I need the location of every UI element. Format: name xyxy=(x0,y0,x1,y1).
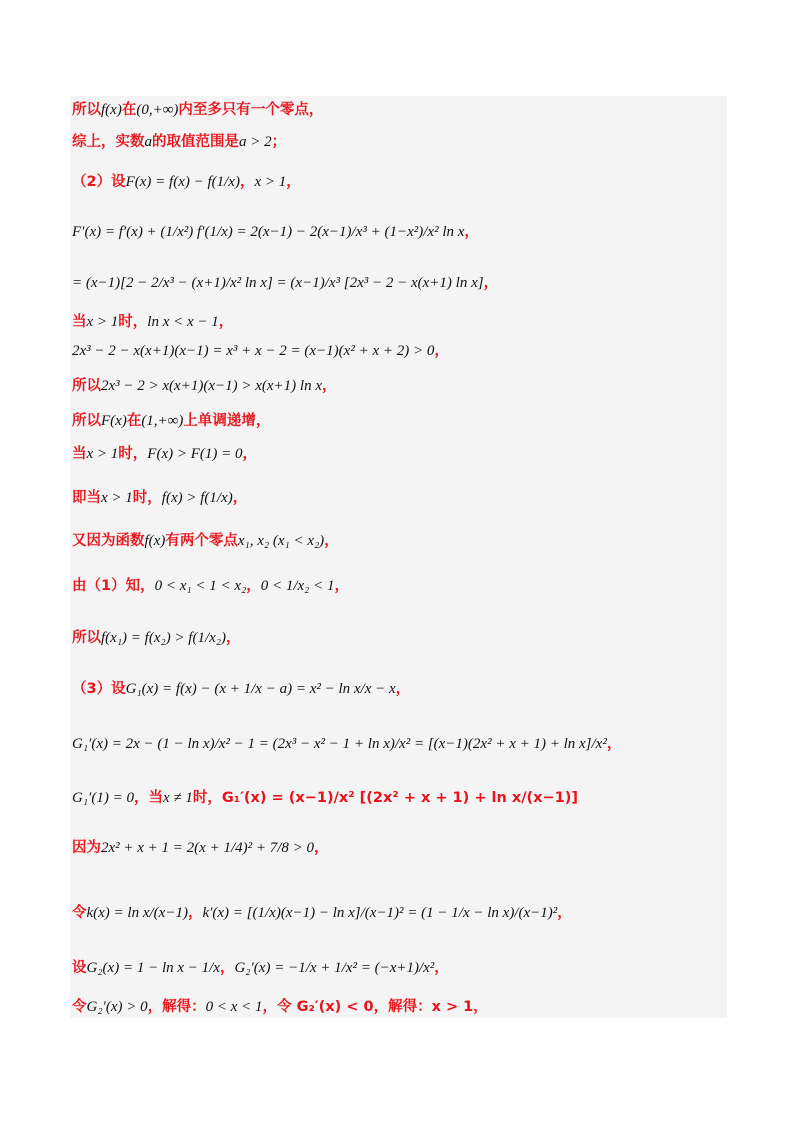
text: ， xyxy=(219,960,235,976)
line-6 xyxy=(72,312,233,332)
math: f(x) xyxy=(101,102,122,118)
math: 2x² + x + 1 = 2(x + 1/4)² + 7/8 > 0 xyxy=(101,840,315,856)
math: = (x−1)[2 − 2/x³ − (x+1)/x² ln x] = (x−1)/x³ [2x³ − 2 − x(x+1) ln x] xyxy=(72,275,484,291)
line-5 xyxy=(72,273,498,293)
text: ，当 xyxy=(133,790,163,806)
math: 0 < 1/x₂ < 1 xyxy=(260,578,335,594)
text: 设 xyxy=(72,960,87,976)
text: ； xyxy=(271,134,287,150)
text: ， xyxy=(434,960,449,976)
line-2 xyxy=(72,132,286,152)
text: ， xyxy=(606,736,622,752)
text: ， xyxy=(242,446,257,462)
line-9 xyxy=(72,411,270,431)
text: 令 xyxy=(72,999,87,1015)
text: 所以 xyxy=(72,102,101,118)
line-20 xyxy=(72,958,449,978)
line-17 xyxy=(72,788,578,808)
math: x₁, x₂ (x₁ < x₂) xyxy=(237,533,325,549)
text: ， xyxy=(434,343,449,359)
text: ， xyxy=(286,174,301,190)
math: 2x³ − 2 − x(x+1)(x−1) = x³ + x − 2 = (x−1)(x² + x + 2) > 0 xyxy=(72,343,435,359)
math: x ≠ 1 xyxy=(162,790,193,806)
line-14 xyxy=(72,628,241,648)
math: f(x₁) = f(x₂) > f(1/x₂) xyxy=(101,630,227,646)
math: 0 < x₁ < 1 < x₂ xyxy=(154,578,247,594)
math: G₁′(1) = 0 xyxy=(72,790,134,806)
math: f(x) xyxy=(144,533,166,549)
math: G₁(x) = f(x) − (x + 1/x − a) = x² − ln x/x − x xyxy=(125,681,396,697)
line-1 xyxy=(72,100,323,120)
text: 综上，实数 xyxy=(72,134,145,150)
math: a > 2 xyxy=(239,134,272,150)
line-13 xyxy=(72,576,349,596)
text: ， xyxy=(314,840,329,856)
text: 时， xyxy=(118,314,148,330)
line-21 xyxy=(72,997,488,1017)
math: G₂′(x) = −1/x + 1/x² = (−x+1)/x² xyxy=(234,960,435,976)
text: 所以 xyxy=(72,413,101,429)
text: 的取值范围是 xyxy=(152,134,239,150)
text: 当 xyxy=(72,446,87,462)
text: （3）设 xyxy=(72,681,126,697)
math: F(x) = f(x) − f(1/x) xyxy=(125,174,240,190)
text: ， xyxy=(246,578,261,594)
line-19 xyxy=(72,903,572,923)
math: k(x) = ln x/(x−1) xyxy=(86,905,188,921)
math: F(x) > F(1) = 0 xyxy=(147,446,243,462)
math: 0 < x < 1 xyxy=(205,999,263,1015)
text: （2）设 xyxy=(72,174,126,190)
text: 又因为函数 xyxy=(72,533,145,549)
math: (1,+∞) xyxy=(141,413,184,429)
math: F′(x) = f′(x) + (1/x²) f′(1/x) = 2(x−1) − 2(x−1)/x³ + (1−x²)/x² ln x xyxy=(72,224,465,240)
text: 即当 xyxy=(72,490,101,506)
text: ， xyxy=(557,905,572,921)
math: F(x) xyxy=(101,413,127,429)
text: ， xyxy=(334,578,350,594)
math: f(x) > f(1/x) xyxy=(161,490,233,506)
math: x > 1 xyxy=(254,174,287,190)
math: a xyxy=(144,134,152,150)
text: 上单调递增， xyxy=(183,413,271,429)
math: x > 1 xyxy=(86,314,119,330)
text: 所以 xyxy=(72,630,101,646)
math: x > 1 xyxy=(101,490,133,506)
math: 2x³ − 2 > x(x+1)(x−1) > x(x+1) ln x xyxy=(101,378,322,394)
math: k′(x) = [(1/x)(x−1) − ln x]/(x−1)² = (1 − 1/x − ln x)/(x−1)² xyxy=(202,905,558,921)
text: ， xyxy=(226,630,241,646)
text: 由（1）知， xyxy=(72,578,155,594)
text: ， xyxy=(483,275,499,291)
text: 在 xyxy=(126,413,142,429)
text: ， xyxy=(187,905,203,921)
text: 内至多只有一个零点， xyxy=(178,102,324,118)
text: 令 xyxy=(72,905,87,921)
line-16 xyxy=(72,734,621,754)
math: x > 1 xyxy=(86,446,119,462)
line-12 xyxy=(72,531,339,551)
line-7 xyxy=(72,341,449,361)
text: 时， xyxy=(132,490,162,506)
text: 时，G₁′(x) = (x−1)/x² [(2x² + x + 1) + ln x/(x−1)] xyxy=(192,790,578,806)
text: ， xyxy=(324,533,339,549)
line-11 xyxy=(72,488,247,508)
text: ， xyxy=(464,224,479,240)
text: 有两个零点 xyxy=(165,533,238,549)
text: ，令 G₂′(x) < 0，解得：x > 1， xyxy=(262,999,488,1015)
line-18 xyxy=(72,838,329,858)
text: 所以 xyxy=(72,378,101,394)
math: G₁′(x) = 2x − (1 − ln x)/x² − 1 = (2x³ − x² − 1 + ln x)/x² = [(x−1)(2x² + x + 1) + ln x]/x² xyxy=(72,736,607,752)
math: (0,+∞) xyxy=(136,102,179,118)
math: G₂(x) = 1 − ln x − 1/x xyxy=(86,960,220,976)
line-3 xyxy=(72,172,301,192)
math: ln x < x − 1 xyxy=(147,314,219,330)
math: G₂′(x) > 0 xyxy=(86,999,148,1015)
text: 时， xyxy=(118,446,148,462)
line-8 xyxy=(72,376,336,396)
text: ， xyxy=(218,314,234,330)
text: ，解得： xyxy=(147,999,206,1015)
text: ， xyxy=(232,490,248,506)
text: 在 xyxy=(121,102,137,118)
text: ， xyxy=(239,174,255,190)
text: 当 xyxy=(72,314,87,330)
text: ， xyxy=(395,681,411,697)
line-15 xyxy=(72,679,410,699)
line-10 xyxy=(72,444,257,464)
line-4 xyxy=(72,222,479,242)
text: 因为 xyxy=(72,840,101,856)
text: ， xyxy=(321,378,337,394)
